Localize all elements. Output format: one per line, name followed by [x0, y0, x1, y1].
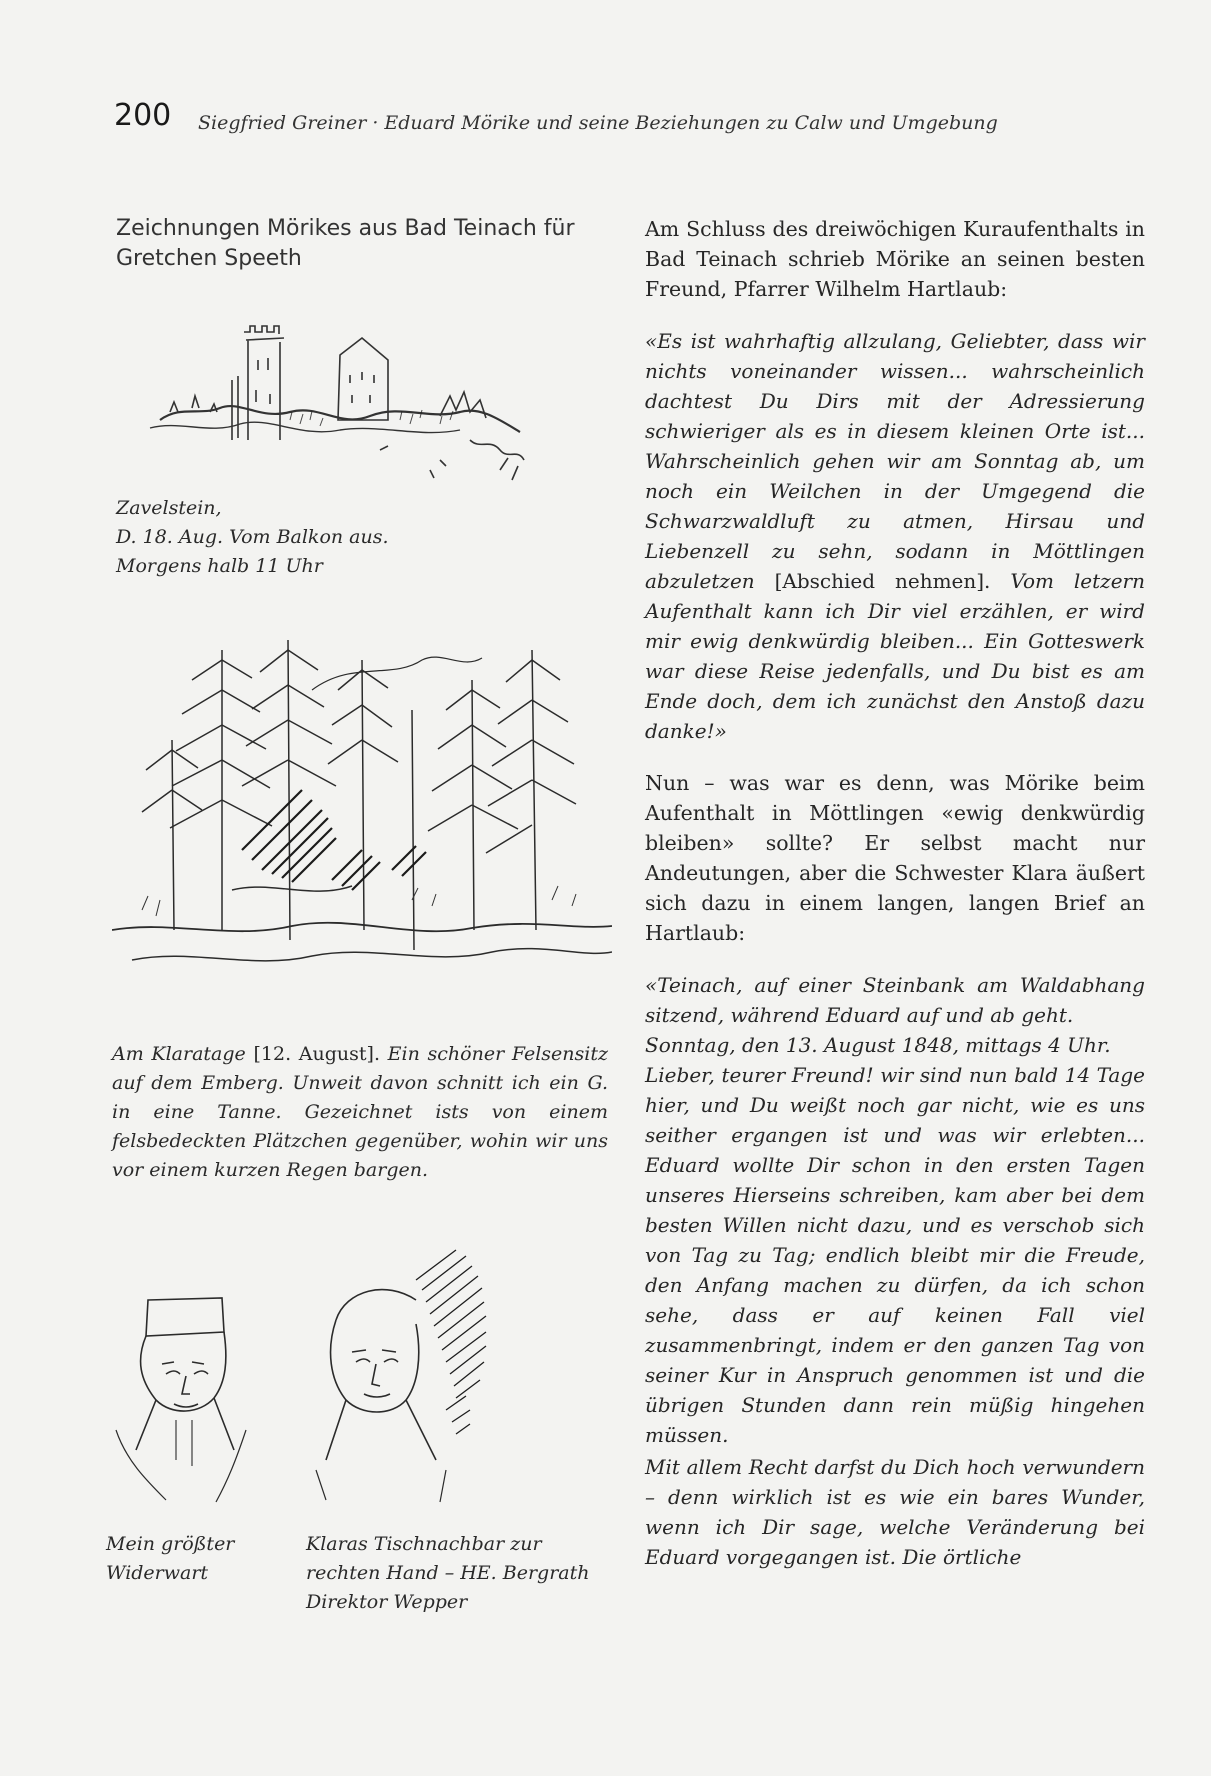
running-head: Siegfried Greiner · Eduard Mörike und seine Beziehungen zu Calw und Umgebung [198, 112, 998, 134]
klara-letter-date: Sonntag, den 13. August 1848, mittags 4 Uhr. [645, 1033, 1111, 1057]
paragraph-klara-continued: Mit allem Recht darfst du Dich hoch verwundern – denn wirklich ist es wie ein bares Wunder, wenn ich Dir sage, welche Veränderung bei Eduard vorgegangen ist. Die örtliche [645, 1455, 1145, 1569]
caption-klaratage-c: Ein schöner Felsensitz auf dem Emberg. Unweit davon schnitt ich ein G. in eine Tanne. Gezeichnet ists von einem felsbedeckten Plätzchen gegenüber, wohin wir uns vor einem kurzen Regen bargen. [112, 1043, 609, 1181]
letter-quote-part-c: Vom letzern Aufenthalt kann ich Dir viel erzählen, er wird mir ewig denkwürdig bleiben... Ein Gotteswerk war diese Reise jedenfalls, und Du bist es am Ende doch, dem ich zunächst den Anstoß dazu danke!» [645, 569, 1145, 743]
letter-quote-part-b: [Abschied nehmen]. [774, 569, 991, 593]
klara-letter-place: «Teinach, auf einer Steinbank am Waldabhang sitzend, während Eduard auf und ab geht. [645, 973, 1145, 1027]
portrait-sketch-right [296, 1240, 536, 1510]
klara-letter-body: Lieber, teurer Freund! wir sind nun bald 14 Tage hier, und Du weißt noch gar nicht, wie es uns seither ergangen ist und was wir erlebten... Eduard wollte Dir schon in den ersten Tagen unseres Hierseins schreiben, kam aber bei dem besten Willen nicht dazu, und es verschob sich von Tag zu Tag; endlich bleibt mir die Freude, den Anfang machen zu dürfen, da ich schon sehe, dass er auf keinen Fall viel zusammenbringt, indem er den ganzen Tag von seiner Kur in Anspruch genommen ist und die übrigen Stunden dann rein müßig hingehen müssen. [645, 1063, 1145, 1447]
caption-klaratage-b: [12. August]. [253, 1043, 380, 1065]
caption-klaratage-a: Am Klaratage [112, 1043, 246, 1065]
forest-sketch [112, 630, 612, 1000]
letter-quote-part-a: «Es ist wahrhaftig allzulang, Geliebter, dass wir nichts voneinander wissen... wahrscheinlich dachtest Du Dirs mit der Adressierung schwieriger als es in diesem kleinen Orte ist... Wahrscheinlich gehen wir am Sonntag ab, um noch ein Weilchen in der Umgegend die Schwarzwaldluft zu atmen, Hirsau und Liebenzell zu sehn, sodann in Möttlingen abzuletzen [645, 329, 1145, 593]
paragraph-letter-quote [645, 326, 1145, 746]
caption-zavelstein-line3: Morgens halb 11 Uhr [116, 555, 323, 577]
caption-widerwart: Mein größter Widerwart [106, 1533, 235, 1584]
body-text-column [645, 214, 1145, 1594]
paragraph-klara-letter [645, 970, 1145, 1450]
figure-heading: Zeichnungen Mörikes aus Bad Teinach für Gretchen Speeth [116, 216, 575, 271]
page-number: 200 [114, 98, 172, 133]
caption-zavelstein [116, 494, 546, 581]
caption-tischnachbar: Klaras Tischnachbar zur rechten Hand – HE. Bergrath Direktor Wepper [306, 1533, 590, 1613]
castle-sketch [140, 320, 560, 510]
paragraph-intro: Am Schluss des dreiwöchigen Kuraufenthalts in Bad Teinach schrieb Mörike an seinen besten Freund, Pfarrer Wilhelm Hartlaub: [645, 217, 1145, 301]
caption-zavelstein-line2: D. 18. Aug. Vom Balkon aus. [116, 526, 389, 548]
caption-klaratage [112, 1040, 608, 1185]
paragraph-moettlingen: Nun – was war es denn, was Mörike beim Aufenthalt in Möttlingen «ewig denkwürdig bleiben» sollte? Er selbst macht nur Andeutungen, aber die Schwester Klara äußert sich dazu in einem langen, langen Brief an Hartlaub: [645, 771, 1145, 945]
portrait-sketch-left [96, 1280, 266, 1510]
caption-zavelstein-line1: Zavelstein, [116, 497, 222, 519]
